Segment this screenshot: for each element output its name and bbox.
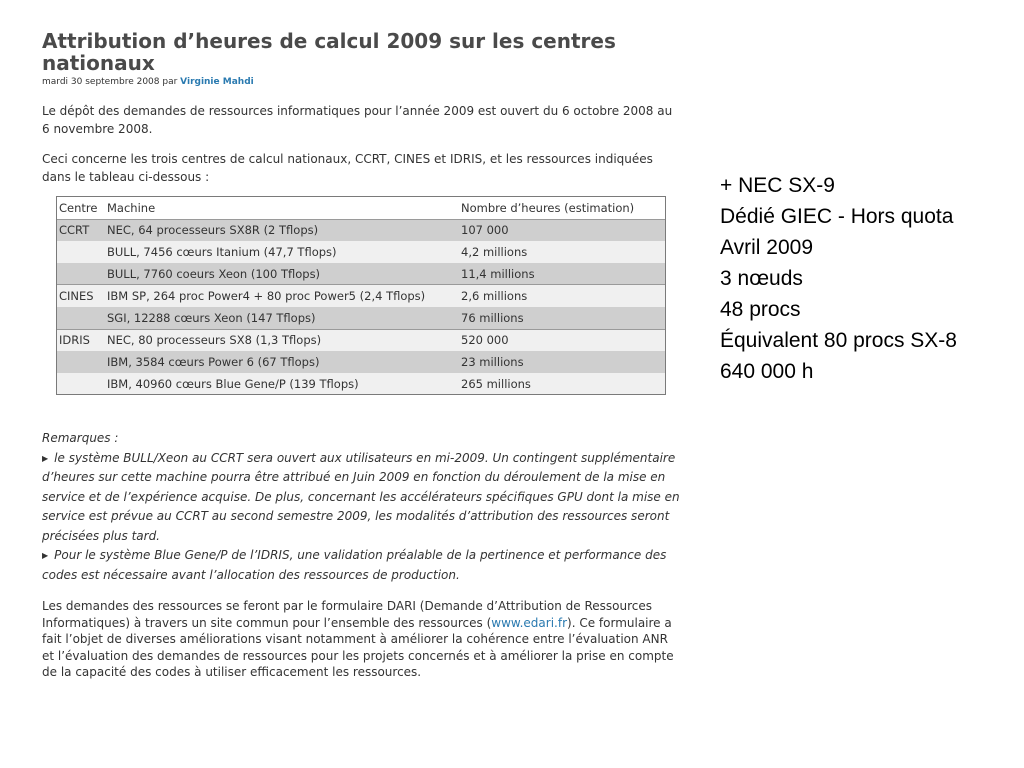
cell-centre: [57, 307, 105, 329]
side-notes: [720, 170, 1020, 387]
remark-item: [42, 546, 682, 585]
cell-machine: NEC, 80 processeurs SX8 (1,3 Tflops): [105, 329, 459, 351]
cell-machine: BULL, 7456 cœurs Itanium (47,7 Tflops): [105, 241, 459, 263]
cell-machine: NEC, 64 processeurs SX8R (2 Tflops): [105, 219, 459, 241]
cell-hours: 2,6 millions: [459, 285, 665, 307]
table-row: [57, 307, 665, 329]
cell-centre: IDRIS: [57, 329, 105, 351]
table-row: [57, 241, 665, 263]
dari-paragraph: [42, 598, 682, 681]
header-hours: Nombre d’heures (estimation): [459, 197, 665, 219]
header-centre: Centre: [57, 197, 105, 219]
table-row: [57, 373, 665, 395]
cell-centre: CCRT: [57, 219, 105, 241]
remarks-section: [42, 429, 682, 585]
table-row: [57, 285, 665, 307]
article: [42, 30, 682, 681]
article-title-line2: nationaux: [42, 51, 155, 75]
byline-date: mardi 30 septembre 2008 par: [42, 77, 178, 87]
side-note-line: 48 procs: [720, 298, 801, 321]
table-row: [57, 351, 665, 373]
dari-text-after: ). Ce formulaire a fait l’objet de diverses améliorations visant notamment à améliorer la cohérence entre l’évaluation ANR et l’évaluation des demandes de ressources pour les projets concernés et à améliorer la prise en compte de la capacité des codes à utiliser efficacement les ressources.: [42, 615, 674, 680]
byline: [42, 76, 682, 88]
side-note-line: Avril 2009: [720, 236, 814, 259]
centres-paragraph: Ceci concerne les trois centres de calcul nationaux, CCRT, CINES et IDRIS, et les ressources indiquées dans le tableau ci-dessous :: [42, 152, 653, 184]
article-title-line1: Attribution d’heures de calcul 2009 sur les centres: [42, 29, 616, 53]
triangle-bullet-icon: ▶: [42, 551, 49, 561]
triangle-bullet-icon: ▶: [42, 453, 49, 463]
table-row: [57, 329, 665, 351]
remark-text: le système BULL/Xeon au CCRT sera ouvert aux utilisateurs en mi-2009. Un contingent supplémentaire d’heures sur cette machine pourra être attribué en Juin 2009 en fonction du déroulement de la mise en service et de l’expérience acquise. De plus, concernant les accélérateurs spécifiques GPU dont la mise en service est prévue au CCRT au second semestre 2009, les modalités d’attribution des ressources seront précisées plus tard.: [42, 450, 680, 543]
side-note-line: Équivalent 80 procs SX-8: [720, 329, 957, 352]
dari-text-before: Les demandes des ressources se feront par le formulaire DARI (Demande d’Attribution de Ressources Informatiques) à travers un site commun pour l’ensemble des ressources (: [42, 599, 653, 630]
table-header-row: [57, 197, 665, 219]
author-link[interactable]: Virginie Mahdi: [180, 77, 254, 87]
cell-hours: 520 000: [459, 329, 665, 351]
remark-item: [42, 449, 682, 547]
cell-machine: IBM SP, 264 proc Power4 + 80 proc Power5 (2,4 Tflops): [105, 285, 459, 307]
intro-paragraph: Le dépôt des demandes de ressources informatiques pour l’année 2009 est ouvert du 6 octobre 2008 au 6 novembre 2008.: [42, 104, 673, 136]
cell-machine: IBM, 3584 cœurs Power 6 (67 Tflops): [105, 351, 459, 373]
resources-table: [56, 196, 666, 395]
remarks-heading: Remarques :: [42, 431, 119, 446]
cell-centre: CINES: [57, 285, 105, 307]
cell-centre: [57, 351, 105, 373]
cell-centre: [57, 241, 105, 263]
side-note-line: 3 nœuds: [720, 267, 803, 290]
side-note-line: 640 000 h: [720, 360, 814, 383]
cell-hours: 4,2 millions: [459, 241, 665, 263]
cell-machine: BULL, 7760 coeurs Xeon (100 Tflops): [105, 263, 459, 285]
edari-link[interactable]: www.edari.fr: [491, 615, 568, 630]
cell-hours: 11,4 millions: [459, 263, 665, 285]
cell-hours: 76 millions: [459, 307, 665, 329]
table-row: [57, 219, 665, 241]
cell-hours: 23 millions: [459, 351, 665, 373]
side-note-line: + NEC SX-9: [720, 174, 835, 197]
side-note-line: Dédié GIEC - Hors quota: [720, 205, 954, 228]
cell-centre: [57, 373, 105, 395]
cell-centre: [57, 263, 105, 285]
cell-hours: 265 millions: [459, 373, 665, 395]
remark-text: Pour le système Blue Gene/P de l’IDRIS, une validation préalable de la pertinence et performance des codes est nécessaire avant l’allocation des ressources de production.: [42, 548, 667, 582]
cell-machine: IBM, 40960 cœurs Blue Gene/P (139 Tflops): [105, 373, 459, 395]
cell-hours: 107 000: [459, 219, 665, 241]
cell-machine: SGI, 12288 cœurs Xeon (147 Tflops): [105, 307, 459, 329]
header-machine: Machine: [105, 197, 459, 219]
table-row: [57, 263, 665, 285]
article-title: [42, 30, 682, 74]
